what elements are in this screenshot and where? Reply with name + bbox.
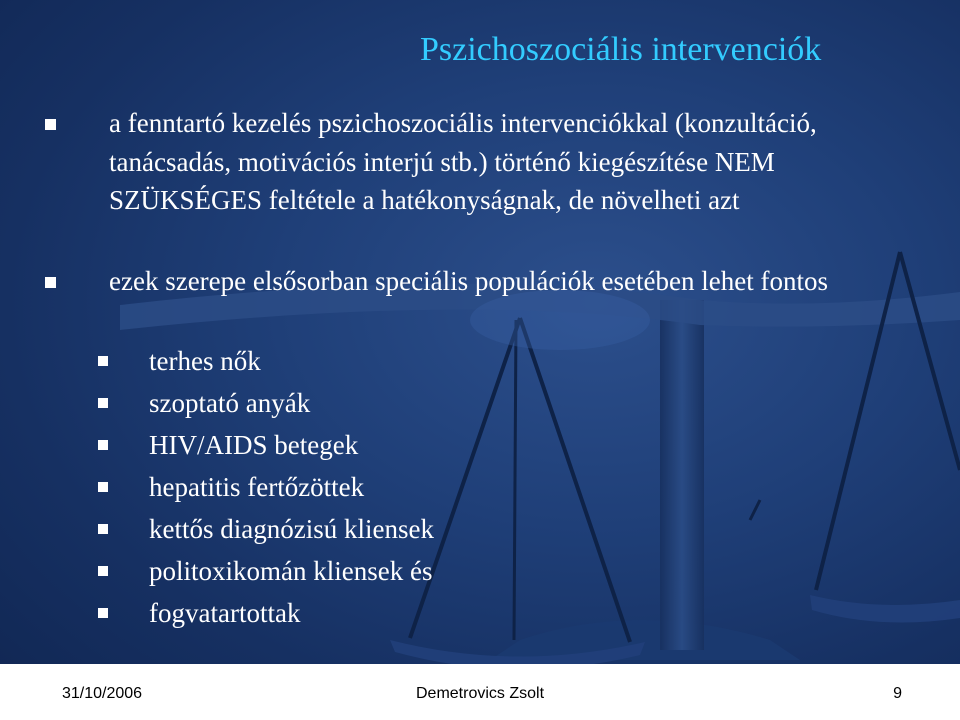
footer-author: Demetrovics Zsolt xyxy=(415,685,545,702)
square-bullet-icon xyxy=(98,482,108,492)
footer-page-number: 9 xyxy=(893,685,902,702)
sub-bullet-list xyxy=(149,340,434,634)
sub-bullet-text: HIV/AIDS betegek xyxy=(149,430,359,460)
sub-bullet-text: fogvatartottak xyxy=(149,598,301,628)
sub-bullet-item xyxy=(149,592,434,634)
bullet-text: a fenntartó kezelés pszichoszociális intervenciókkal (konzultáció, tanácsadás, motivációs interjú stb.) történő kiegészítése NEM SZÜKSÉGES feltétele a hatékonyságnak, de növelheti azt xyxy=(109,108,817,215)
bullet-item xyxy=(109,262,909,301)
sub-bullet-item xyxy=(149,424,434,466)
sub-bullet-item xyxy=(149,550,434,592)
square-bullet-icon xyxy=(98,608,108,618)
bullet-item xyxy=(109,104,909,220)
square-bullet-icon xyxy=(98,440,108,450)
slide-footer xyxy=(0,664,960,720)
sub-bullet-item xyxy=(149,382,434,424)
sub-bullet-item xyxy=(149,466,434,508)
sub-bullet-text: terhes nők xyxy=(149,346,261,376)
slide-title: Pszichoszociális intervenciók xyxy=(420,31,822,68)
sub-bullet-item xyxy=(149,340,434,382)
square-bullet-icon xyxy=(45,119,56,130)
square-bullet-icon xyxy=(98,566,108,576)
square-bullet-icon xyxy=(45,277,56,288)
sub-bullet-text: kettős diagnózisú kliensek xyxy=(149,514,434,544)
square-bullet-icon xyxy=(98,398,108,408)
bullet-text: ezek szerepe elsősorban speciális populációk esetében lehet fontos xyxy=(109,266,828,296)
sub-bullet-item xyxy=(149,508,434,550)
sub-bullet-text: szoptató anyák xyxy=(149,388,311,418)
square-bullet-icon xyxy=(98,356,108,366)
square-bullet-icon xyxy=(98,524,108,534)
sub-bullet-text: hepatitis fertőzöttek xyxy=(149,472,365,502)
footer-date: 31/10/2006 xyxy=(62,685,143,702)
sub-bullet-text: politoxikomán kliensek és xyxy=(149,556,433,586)
